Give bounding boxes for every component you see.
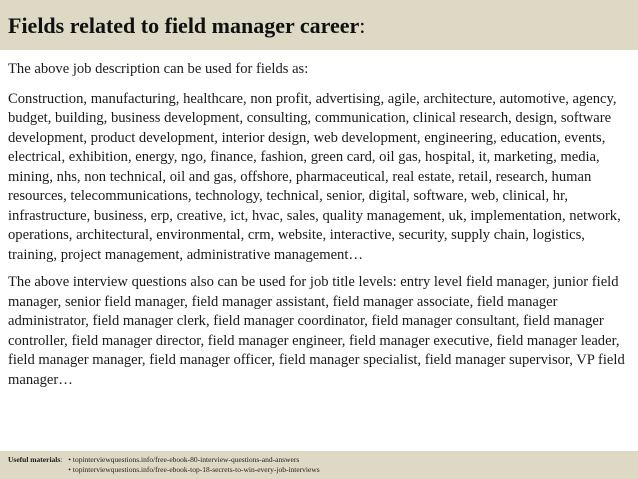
footer-label: Useful materials bbox=[8, 455, 61, 464]
footer-link-item bbox=[68, 455, 319, 465]
bullet-icon: • bbox=[68, 465, 71, 474]
footer-label-colon: : bbox=[60, 455, 65, 464]
footer-bar bbox=[0, 451, 638, 479]
footer-link-ebook-80-questions[interactable]: topinterviewquestions.info/free-ebook-80-interview-questions-and-answers bbox=[72, 455, 300, 464]
page-title-text: Fields related to field manager career bbox=[8, 13, 360, 38]
page-title-colon: : bbox=[359, 13, 366, 38]
bullet-icon: • bbox=[68, 455, 71, 464]
fields-paragraph: Construction, manufacturing, healthcare, non profit, advertising, agile, architecture, automotive, agency, budget, building, business development, consulting, communication, clinical research, design, software development, product development, interior design, web development, engineering, education, events, electrical, exhibition, energy, ngo, finance, fashion, green card, oil gas, hospital, it, marketing, media, mining, nhs, non technical, oil and gas, offshore, pharmaceutical, real estate, retail, research, human resources, telecommunications, technology, technical, senior, digital, software, web, clinical, hr, infrastructure, business, erp, creative, ict, hvac, sales, quality management, uk, implementation, network, operations, architectural, environmental, crm, website, interactive, security, supply chain, logistics, training, project management, administrative management… bbox=[8, 90, 621, 263]
page-title bbox=[8, 13, 630, 39]
slide-body bbox=[8, 60, 632, 398]
intro-text: The above job description can be used for fields as: bbox=[8, 61, 309, 77]
title-bar bbox=[0, 0, 638, 50]
footer-link-item bbox=[68, 465, 319, 475]
footer-links bbox=[64, 455, 319, 479]
job-titles-paragraph: The above interview questions also can be used for job title levels: entry level field manager, junior field manager, senior field manager, field manager assistant, field manager associate, field manager administrator, field manager clerk, field manager coordinator, field manager consultant, field manager controller, field manager director, field manager engineer, field manager executive, field manager leader, field manager manager, field manager officer, field manager specialist, field manager supervisor, VP field manager… bbox=[8, 274, 625, 388]
footer-link-ebook-18-secrets[interactable]: topinterviewquestions.info/free-ebook-top-18-secrets-to-win-every-job-interviews bbox=[72, 465, 320, 474]
